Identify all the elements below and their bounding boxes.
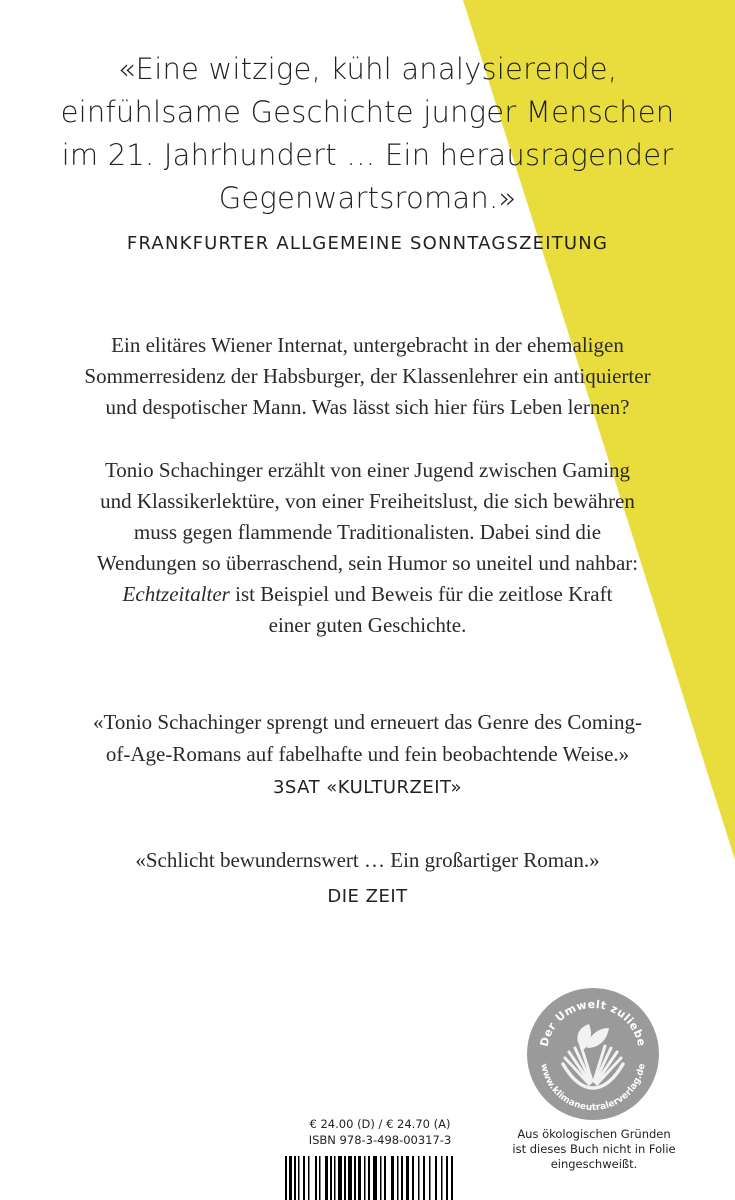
- blurb: [0, 330, 735, 641]
- blurb-line: und Klassikerlektüre, von einer Freiheitslust, die sich bewähren: [100, 489, 635, 513]
- price-text: € 24.00 (D) / € 24.70 (A): [309, 1117, 451, 1131]
- quote-kulturzeit-source: 3SAT «KULTURZEIT»: [272, 777, 463, 798]
- top-quote-line: im 21. Jahrhundert … Ein herausragender: [61, 138, 674, 172]
- top-quote-line: «Eine witzige, kühl analysierende,: [117, 52, 618, 86]
- blurb-line: Sommerresidenz der Habsburger, der Klassenlehrer ein antiquierter: [84, 364, 651, 388]
- eco-caption: [510, 1127, 678, 1172]
- blurb-line: und despotischer Mann. Was lässt sich hier fürs Leben lernen?: [105, 395, 630, 419]
- blurb-paragraph-2: [0, 455, 735, 641]
- blurb-line: Tonio Schachinger erzählt von einer Jugend zwischen Gaming: [104, 458, 631, 482]
- top-quote-source: FRANKFURTER ALLGEMEINE SONNTAGSZEITUNG: [126, 233, 609, 254]
- isbn-text: ISBN 978-3-498-00317-3: [308, 1133, 452, 1147]
- blurb-line: Wendungen so überraschend, sein Humor so uneitel und nahbar:: [96, 551, 639, 575]
- top-quote: [0, 48, 735, 220]
- quote-die-zeit: «Schlicht bewundernswert … Ein großartiger Roman.»: [135, 848, 600, 872]
- eco-caption-line: eingeschweißt.: [550, 1157, 638, 1171]
- price-info: [260, 1116, 500, 1148]
- quote-die-zeit-source: DIE ZEIT: [327, 886, 408, 907]
- top-quote-line: einfühlsame Geschichte junger Menschen: [60, 95, 675, 129]
- badge-top-text: Der Umwelt zuliebe: [537, 997, 649, 1048]
- barcode-icon: [285, 1156, 457, 1200]
- eco-badge-icon: [527, 988, 659, 1120]
- blurb-line: einer guten Geschichte.: [268, 613, 467, 637]
- blurb-paragraph-1: [0, 330, 735, 423]
- top-quote-line: Gegenwartsroman.»: [218, 181, 517, 215]
- quote-line: of-Age-Romans auf fabelhafte und fein beobachtende Weise.»: [105, 742, 630, 766]
- blurb-line: muss gegen flammende Traditionalisten. Dabei sind die: [133, 520, 602, 544]
- eco-caption-line: Aus ökologischen Gründen: [517, 1127, 671, 1141]
- quote-kulturzeit: [0, 706, 735, 770]
- blurb-line: Ein elitäres Wiener Internat, untergebracht in der ehemaligen: [111, 333, 624, 357]
- quote-line: «Tonio Schachinger sprengt und erneuert das Genre des Coming-: [92, 710, 643, 734]
- book-title: Echtzeitalter: [122, 582, 230, 606]
- blurb-line: ist Beispiel und Beweis für die zeitlose Kraft: [229, 582, 613, 606]
- badge-bottom-text: www.klimaneutralerverlag.de: [538, 1062, 648, 1114]
- eco-caption-line: ist dieses Buch nicht in Folie: [512, 1142, 676, 1156]
